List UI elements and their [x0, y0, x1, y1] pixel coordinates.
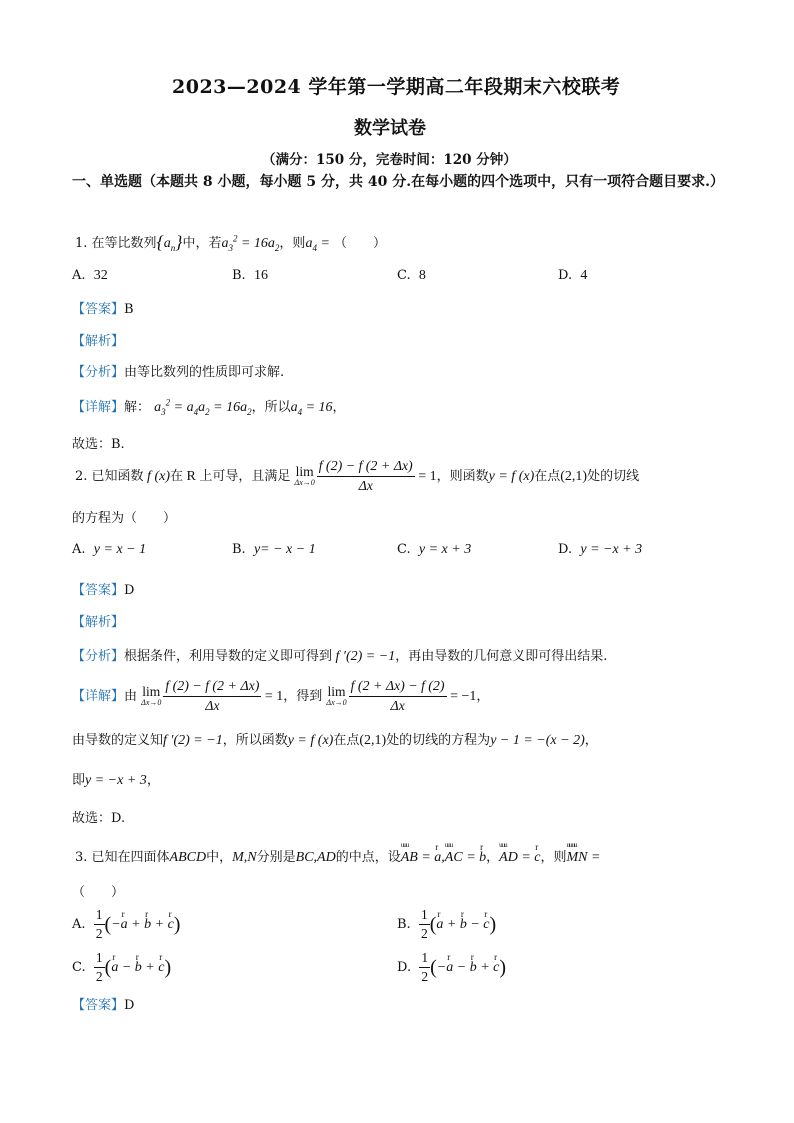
- q2-option-a-letter: A.: [72, 542, 86, 557]
- q2-fraction: $\frac{f (2) - f (2 + \Delta x)}{\Delta x}$: [318, 458, 413, 494]
- q1-option-b: [232, 268, 268, 284]
- fenxi-tag: 【分析】: [72, 365, 125, 380]
- q1-option-a-letter: A.: [72, 268, 86, 283]
- question-1-stem: [75, 232, 386, 253]
- q2-fenxi-prefix: 根据条件，利用导数的定义即可得到: [124, 649, 333, 664]
- q2-detail-limit1: lim Δx→0: [141, 683, 162, 707]
- q2-math-f: f (x): [143, 469, 170, 484]
- q2-option-b-text: y= − x − 1: [253, 542, 316, 557]
- q1-option-a: [72, 268, 108, 284]
- q2-detail: 【详解】由 lim Δx→0 $\frac{f (2) - f (2 + \Delta x)}{\Delta x}$ = 1，得到 lim Δx→0 $\frac{f (2 + \Delta x) - f (2)}{\Delta x}$ = −1，: [72, 678, 490, 714]
- q3-option-b: [397, 907, 496, 942]
- q2-answer: [72, 579, 134, 598]
- question-3-stem: [75, 846, 600, 866]
- q2-detail-line2: [72, 729, 598, 749]
- q2-line3-end: ，: [146, 773, 160, 788]
- q3-stem-line2: （ ）: [72, 885, 125, 900]
- q3-stem-mid2: 分别是: [256, 850, 296, 865]
- q3-answer-value: D: [124, 998, 135, 1013]
- q2-answer-value: D: [124, 583, 135, 598]
- q3-option-a: [72, 907, 180, 942]
- q3-answer: [72, 994, 134, 1013]
- q1-math-condition: $a_3^2 = 16a_2$: [221, 233, 280, 253]
- q3-option-b-expr: (r a + r b − r c): [430, 917, 496, 932]
- answer-tag: 【答案】: [72, 302, 125, 317]
- q3-option-d-letter: D.: [397, 960, 412, 975]
- q1-detail-prefix: 解：: [124, 400, 151, 415]
- q2-line2-mid3: 处的切线的方程为: [386, 733, 491, 748]
- q2-option-c-text: y = x + 3: [418, 542, 472, 557]
- q2-line2-prefix: 由导数的定义知: [72, 733, 164, 748]
- q2-detail-prefix: 由: [124, 689, 138, 704]
- q2-detail-limit2: lim Δx→0: [326, 683, 347, 707]
- q3-stem-mid3: 的中点，设: [335, 850, 401, 865]
- q1-detail-math2: $a_4 = 16$: [290, 400, 333, 417]
- q2-detail-end: ，: [476, 689, 490, 704]
- q2-stem-end: 处的切线: [587, 469, 640, 484]
- q2-math-y: y = f (x): [488, 469, 535, 484]
- q1-stem-end: （ ）: [334, 236, 387, 251]
- q1-fenxi-text: 由等比数列的性质即可求解.: [124, 365, 285, 380]
- q2-limit: lim Δx→0: [294, 463, 315, 487]
- q1-option-c-letter: C.: [397, 268, 411, 283]
- q2-line2-point: (2,1): [359, 733, 387, 748]
- q2-line2-mid2: 在点: [333, 733, 360, 748]
- xiangjie-tag: 【详解】: [72, 689, 125, 704]
- answer-tag: 【答案】: [72, 998, 125, 1013]
- q1-conclusion: 故选：B.: [72, 437, 125, 452]
- q2-stem-mid3: ，则函数: [436, 469, 489, 484]
- paper-subtitle: 数学试卷: [354, 118, 426, 139]
- q2-option-b-letter: B.: [232, 542, 246, 557]
- q3-stem-mid1: 中，: [206, 850, 233, 865]
- q2-option-c: [397, 542, 471, 558]
- q3-option-d-expr: (−r a − r b + r c): [430, 960, 506, 975]
- q2-analysis-tag: 【解析】: [72, 615, 125, 630]
- q2-option-b: [232, 542, 316, 558]
- q1-fenxi: [72, 361, 284, 380]
- q2-fenxi: [72, 645, 607, 665]
- q2-conclusion: 故选：D.: [72, 811, 126, 826]
- exam-info: （满分：150 分，完卷时间：120 分钟）: [262, 152, 517, 168]
- q2-option-a: [72, 542, 146, 558]
- q2-option-a-text: y = x − 1: [93, 542, 147, 557]
- q3-math-mn: M,N: [232, 850, 257, 865]
- q1-math-seq: $\{a_n\}$: [156, 232, 183, 253]
- q2-stem-line2: 的方程为（ ）: [72, 511, 177, 526]
- q2-math-point: (2,1): [560, 469, 588, 484]
- q1-option-d-letter: D.: [558, 268, 573, 283]
- q2-detail-fraction2: $\frac{f (2 + \Delta x) - f (2)}{\Delta x}$: [350, 678, 445, 714]
- q3-option-d-half: $\frac{1}{2}$: [421, 950, 429, 984]
- q3-stem-prefix: 3. 已知在四面体: [75, 850, 170, 865]
- q3-option-a-half: $\frac{1}{2}$: [95, 907, 103, 941]
- q1-option-d-text: 4: [580, 268, 588, 283]
- q2-line2-math2: y = f (x): [287, 733, 334, 748]
- q1-math-target: $a_4$ =: [305, 236, 330, 253]
- q1-option-c: [397, 268, 426, 284]
- q3-option-c-expr: (r a − r b + r c): [105, 960, 171, 975]
- q1-detail: [72, 396, 346, 417]
- q2-stem-mid1: 在: [170, 469, 184, 484]
- q3-option-c-half: $\frac{1}{2}$: [95, 950, 103, 984]
- q3-math-vectors1: uuu AB = r a,uuu AC = r b: [401, 850, 486, 865]
- q2-line3-prefix: 即: [72, 773, 86, 788]
- q1-detail-mid: ，所以: [251, 400, 291, 415]
- q1-analysis-tag: 【解析】: [72, 334, 125, 349]
- q2-stem-mid2: 上可导，且满足: [199, 469, 291, 484]
- q1-option-b-text: 16: [253, 268, 268, 283]
- q2-detail-fraction1: $\frac{f (2) - f (2 + \Delta x)}{\Delta x}$: [165, 678, 260, 714]
- q3-math-bcad: BC,AD: [295, 850, 336, 865]
- q1-answer-value: B: [124, 302, 134, 317]
- fenxi-tag: 【分析】: [72, 649, 125, 664]
- q1-stem-mid1: 中，若: [182, 236, 222, 251]
- q3-math-vectors2: uuu AD = r c: [499, 850, 540, 865]
- q2-stem-prefix: 2. 已知函数: [75, 469, 144, 484]
- question-2-stem: 2. 已知函数 f (x)在 R 上可导，且满足 lim Δx→0 $\frac{f (2) - f (2 + \Delta x)}{\Delta x}$ = 1，则函数y = f (x)在点(2,1)处的切线: [75, 458, 640, 494]
- q2-detail-line3: [72, 769, 160, 789]
- q3-option-d: [397, 950, 506, 985]
- page-title: 2023—2024 学年第一学期高二年段期末六校联考: [172, 76, 621, 98]
- q3-option-b-half: $\frac{1}{2}$: [420, 907, 428, 941]
- q1-answer: [72, 298, 134, 317]
- q1-detail-end: ，: [332, 400, 346, 415]
- q2-line3-math: y = −x + 3: [85, 773, 147, 788]
- q2-line2-math3: y − 1 = −(x − 2): [490, 733, 585, 748]
- q2-option-d-text: y = −x + 3: [580, 542, 643, 557]
- q3-stem-mid4: ，: [486, 850, 500, 865]
- q2-option-d: [558, 542, 642, 558]
- q3-stem-mid5: ，则: [540, 850, 567, 865]
- q2-line2-end: ，: [584, 733, 598, 748]
- q1-option-c-text: 8: [418, 268, 426, 283]
- q1-stem-prefix: 1. 在等比数列: [75, 236, 157, 251]
- q2-option-c-letter: C.: [397, 542, 411, 557]
- q2-fenxi-end: ，再由导数的几何意义即可得出结果.: [395, 649, 608, 664]
- q1-stem-mid2: ，则: [279, 236, 306, 251]
- q2-line2-mid1: ，所以函数: [222, 733, 288, 748]
- section-heading: 一、单选题（本题共 8 小题，每小题 5 分，共 40 分.在每小题的四个选项中，只有一项符合题目要求.）: [72, 174, 724, 190]
- q2-line2-math1: f ′(2) = −1: [163, 733, 223, 748]
- answer-tag: 【答案】: [72, 583, 125, 598]
- q2-option-d-letter: D.: [558, 542, 573, 557]
- q2-stem-mid4: 在点: [534, 469, 561, 484]
- q1-option-b-letter: B.: [232, 268, 246, 283]
- q3-math-abcd: ABCD: [169, 850, 207, 865]
- q3-math-mn-vec: uuuu MN =: [567, 850, 601, 865]
- q2-detail-mid: ，得到: [283, 689, 323, 704]
- xiangjie-tag: 【详解】: [72, 400, 125, 415]
- q3-option-b-letter: B.: [397, 917, 411, 932]
- q3-option-c-letter: C.: [72, 960, 86, 975]
- q1-detail-math1: $a_3^2 = a_4a_2 = 16a_2$: [154, 397, 252, 417]
- q2-fenxi-math: f ′(2) = −1: [332, 649, 396, 664]
- q2-math-R: R: [183, 469, 200, 484]
- q3-option-a-letter: A.: [72, 917, 86, 932]
- q3-option-a-expr: (−r a + r b + r c): [105, 917, 181, 932]
- q1-option-a-text: 32: [93, 268, 108, 283]
- q1-option-d: [558, 268, 587, 284]
- q3-option-c: [72, 950, 171, 985]
